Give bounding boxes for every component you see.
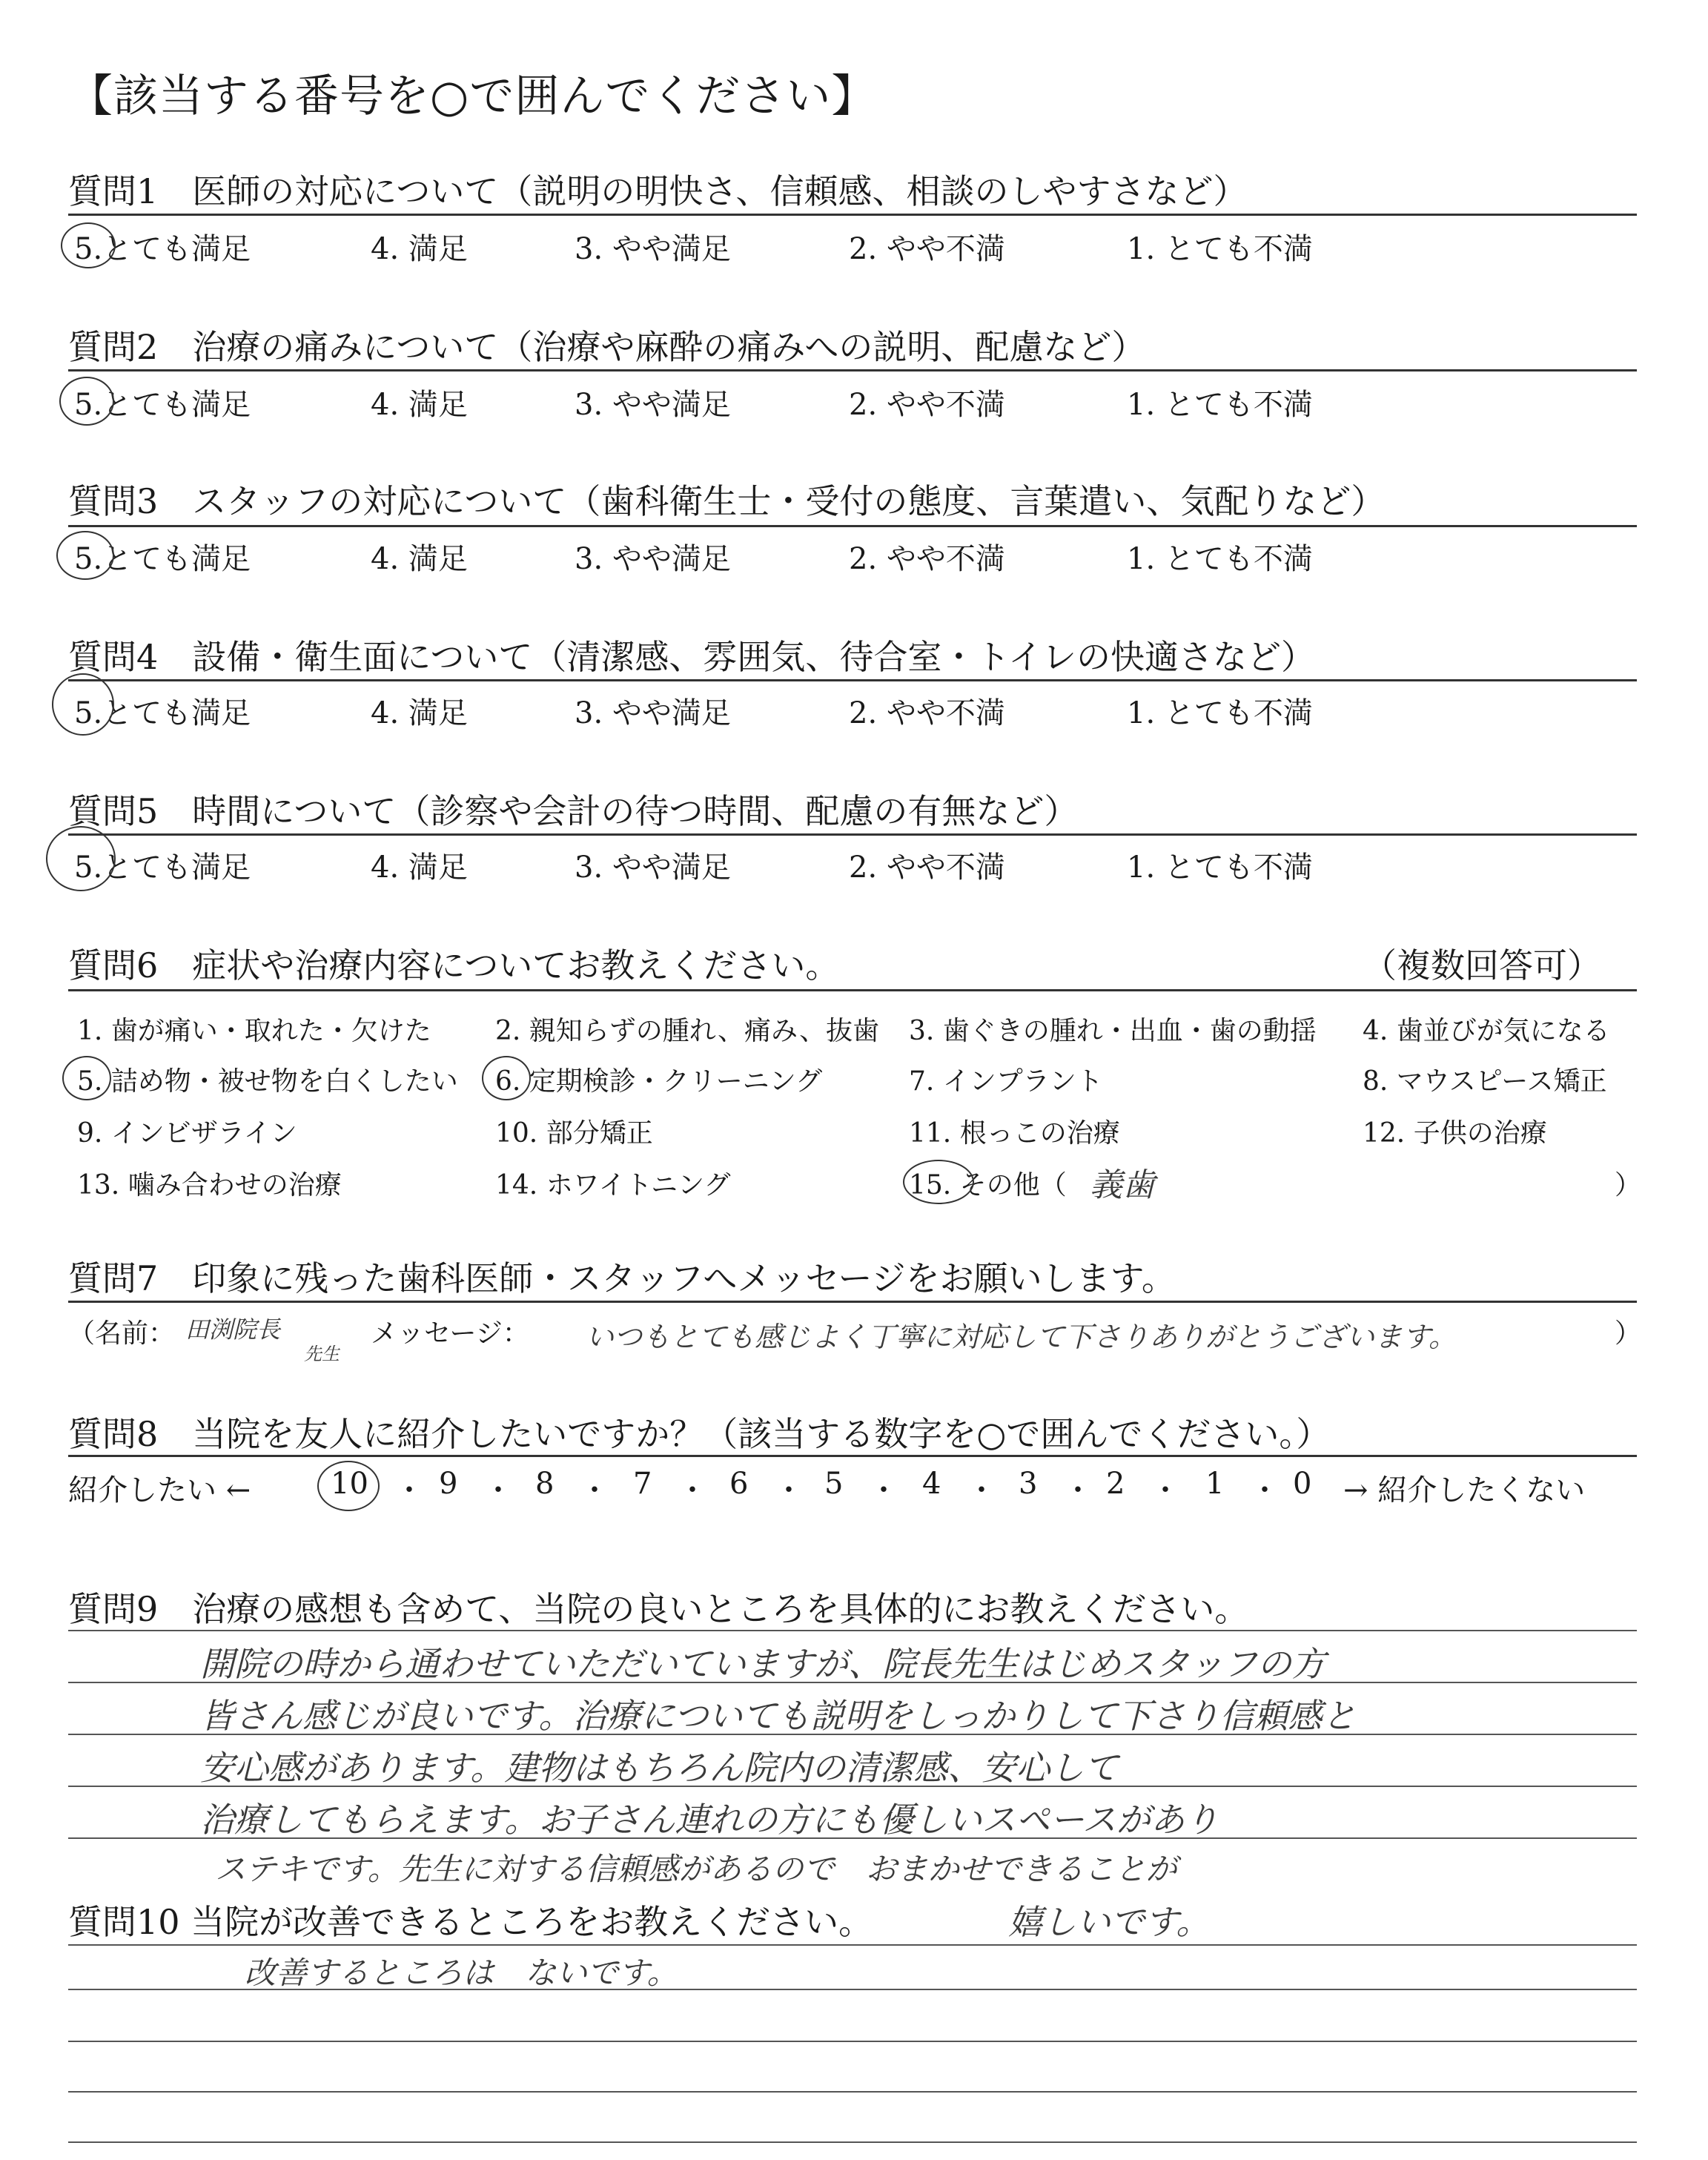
q9-answer-line-4: 治療してもらえます。お子さん連れの方にも優しいスペースがあり (200, 1800, 1219, 1840)
q4-option-2[interactable]: 2. やや不満 (849, 696, 1005, 730)
q6-option-11[interactable]: 11. 根っこの治療 (909, 1118, 1120, 1149)
q7-message-value: いつもとても感じよく丁寧に対応して下さりありがとうございます。 (586, 1321, 1457, 1353)
q8-sep: ・ (678, 1473, 707, 1507)
selection-circle (52, 673, 114, 736)
q2-option-5[interactable]: 5.とても満足 (74, 388, 251, 422)
q8-sep: ・ (483, 1473, 513, 1507)
q8-scale-2[interactable]: 2 (1106, 1467, 1125, 1501)
q6-option-14[interactable]: 14. ホワイトニング (495, 1170, 731, 1200)
q6-option-4[interactable]: 4. 歯並びが気になる (1363, 1016, 1610, 1046)
q3-option-3[interactable]: 3. やや満足 (575, 542, 731, 576)
q6-option-12[interactable]: 12. 子供の治療 (1363, 1118, 1547, 1149)
q8-sep: ・ (394, 1473, 424, 1507)
q1-option-5[interactable]: 5.とても満足 (74, 232, 251, 266)
q7-name-label: （名前： (68, 1318, 176, 1349)
divider (68, 369, 1637, 371)
q2-option-1[interactable]: 1. とても不満 (1127, 388, 1313, 422)
answer-line (68, 2091, 1637, 2093)
q8-sep: ・ (1250, 1473, 1280, 1507)
selection-circle (61, 222, 116, 268)
q1-option-2[interactable]: 2. やや不満 (849, 232, 1005, 266)
selection-circle (59, 377, 114, 426)
q8-scale-3[interactable]: 3 (1019, 1467, 1038, 1501)
q4-option-4[interactable]: 4. 満足 (371, 696, 468, 730)
question-10-title: 質問10 当院が改善できるところをお教えください。 (68, 1902, 873, 1942)
divider (68, 989, 1637, 991)
q5-option-3[interactable]: 3. やや満足 (575, 851, 731, 885)
question-2-title: 質問2 治療の痛みについて（治療や麻酔の痛みへの説明、配慮など） (68, 327, 1146, 367)
question-8-title: 質問8 当院を友人に紹介したいですか？（該当する数字を○で囲んでください。） (68, 1414, 1331, 1454)
q4-option-5[interactable]: 5.とても満足 (74, 696, 251, 730)
q8-sep: ・ (1063, 1473, 1093, 1507)
divider (68, 525, 1637, 527)
page-title: 【該当する番号を○で囲んでください】 (68, 70, 877, 122)
selection-circle (482, 1056, 531, 1100)
question-3-title: 質問3 スタッフの対応について（歯科衛生士・受付の態度、言葉遣い、気配りなど） (68, 481, 1386, 521)
q6-option-7[interactable]: 7. インプラント (909, 1066, 1103, 1097)
question-6-title: 質問6 症状や治療内容についてお教えください。 (68, 945, 840, 985)
answer-line (68, 2141, 1637, 2143)
q2-option-2[interactable]: 2. やや不満 (849, 388, 1005, 422)
q9-answer-line-6: 嬉しいです。 (1008, 1902, 1211, 1942)
q6-option-2[interactable]: 2. 親知らずの腫れ、痛み、抜歯 (495, 1016, 880, 1046)
answer-line (68, 2041, 1637, 2042)
q1-option-1[interactable]: 1. とても不満 (1127, 232, 1313, 266)
q3-option-1[interactable]: 1. とても不満 (1127, 542, 1313, 576)
q6-option-5[interactable]: 5. 詰め物・被せ物を白くしたい (77, 1066, 458, 1097)
q6-other-answer: 義歯 (1090, 1166, 1155, 1204)
q4-option-1[interactable]: 1. とても不満 (1127, 696, 1313, 730)
q6-other-close: ） (1615, 1170, 1642, 1200)
q7-name-suffix: 先生 (304, 1344, 340, 1364)
q8-scale-0[interactable]: 0 (1293, 1467, 1312, 1501)
selection-circle (46, 826, 116, 891)
question-6-note: （複数回答可） (1363, 945, 1601, 985)
q6-option-10[interactable]: 10. 部分矯正 (495, 1118, 653, 1149)
q9-answer-line-2: 皆さん感じが良いです。治療についても説明をしっかりして下さり信頼感と (200, 1696, 1357, 1736)
q5-option-4[interactable]: 4. 満足 (371, 851, 468, 885)
q8-scale-10[interactable]: 10 (331, 1467, 368, 1501)
q9-answer-line-5: ステキです。先生に対する信頼感があるので おまかせできることが (215, 1851, 1177, 1887)
q5-option-5[interactable]: 5.とても満足 (74, 851, 251, 885)
q3-option-4[interactable]: 4. 満足 (371, 542, 468, 576)
q1-option-4[interactable]: 4. 満足 (371, 232, 468, 266)
q3-option-2[interactable]: 2. やや不満 (849, 542, 1005, 576)
q7-name-value: 田渕院長 (185, 1315, 281, 1344)
q3-option-5[interactable]: 5.とても満足 (74, 542, 251, 576)
q5-option-2[interactable]: 2. やや不満 (849, 851, 1005, 885)
question-5-title: 質問5 時間について（診察や会計の待つ時間、配慮の有無など） (68, 791, 1079, 831)
divider (68, 214, 1637, 216)
q6-option-9[interactable]: 9. インビザライン (77, 1118, 297, 1149)
q8-scale-1[interactable]: 1 (1205, 1467, 1225, 1501)
q2-option-4[interactable]: 4. 満足 (371, 388, 468, 422)
q9-answer-line-1: 開院の時から通わせていただいていますが、院長先生はじめスタッフの方 (200, 1644, 1325, 1684)
divider (68, 679, 1637, 681)
q10-answer: 改善するところは ないです。 (245, 1955, 678, 1991)
q8-scale-8[interactable]: 8 (535, 1467, 555, 1501)
question-1-title: 質問1 医師の対応について（説明の明快さ、信頼感、相談のしやすさなど） (68, 171, 1248, 211)
q2-option-3[interactable]: 3. やや満足 (575, 388, 731, 422)
q5-option-1[interactable]: 1. とても不満 (1127, 851, 1313, 885)
q8-right-label: → 紹介したくない (1343, 1473, 1586, 1507)
q8-sep: ・ (967, 1473, 996, 1507)
divider (68, 1301, 1637, 1303)
q6-option-1[interactable]: 1. 歯が痛い・取れた・欠けた (77, 1016, 431, 1046)
question-9-title: 質問9 治療の感想も含めて、当院の良いところを具体的にお教えください。 (68, 1589, 1249, 1629)
q9-answer-line-3: 安心感があります。建物はもちろん院内の清潔感、安心して (200, 1748, 1119, 1788)
q4-option-3[interactable]: 3. やや満足 (575, 696, 731, 730)
q6-option-8[interactable]: 8. マウスピース矯正 (1363, 1066, 1607, 1097)
q8-sep: ・ (580, 1473, 609, 1507)
q8-sep: ・ (869, 1473, 898, 1507)
question-7-title: 質問7 印象に残った歯科医師・スタッフへメッセージをお願いします。 (68, 1258, 1176, 1298)
selection-circle (62, 1056, 111, 1100)
q6-option-13[interactable]: 13. 噛み合わせの治療 (77, 1170, 342, 1200)
q8-sep: ・ (774, 1473, 804, 1507)
q8-scale-7[interactable]: 7 (633, 1467, 652, 1501)
q8-scale-4[interactable]: 4 (922, 1467, 941, 1501)
selection-circle (317, 1461, 380, 1511)
q8-scale-5[interactable]: 5 (824, 1467, 844, 1501)
q6-option-15[interactable]: 15. その他（ (909, 1170, 1067, 1200)
q7-close: ） (1615, 1318, 1642, 1349)
answer-line (68, 1630, 1637, 1631)
question-4-title: 質問4 設備・衛生面について（清潔感、雰囲気、待合室・トイレの快適さなど） (68, 637, 1316, 677)
q8-scale-6[interactable]: 6 (729, 1467, 749, 1501)
q7-message-label: メッセージ： (371, 1318, 529, 1349)
q8-scale-9[interactable]: 9 (439, 1467, 458, 1501)
selection-circle (56, 531, 114, 580)
q8-left-label: 紹介したい ← (68, 1473, 251, 1507)
divider (68, 1455, 1637, 1457)
q6-option-6[interactable]: 6. 定期検診・クリーニング (495, 1066, 823, 1097)
answer-line (68, 1944, 1637, 1946)
selection-circle (903, 1160, 974, 1204)
q6-option-3[interactable]: 3. 歯ぐきの腫れ・出血・歯の動揺 (909, 1016, 1317, 1046)
divider (68, 833, 1637, 836)
q1-option-3[interactable]: 3. やや満足 (575, 232, 731, 266)
q8-sep: ・ (1151, 1473, 1180, 1507)
